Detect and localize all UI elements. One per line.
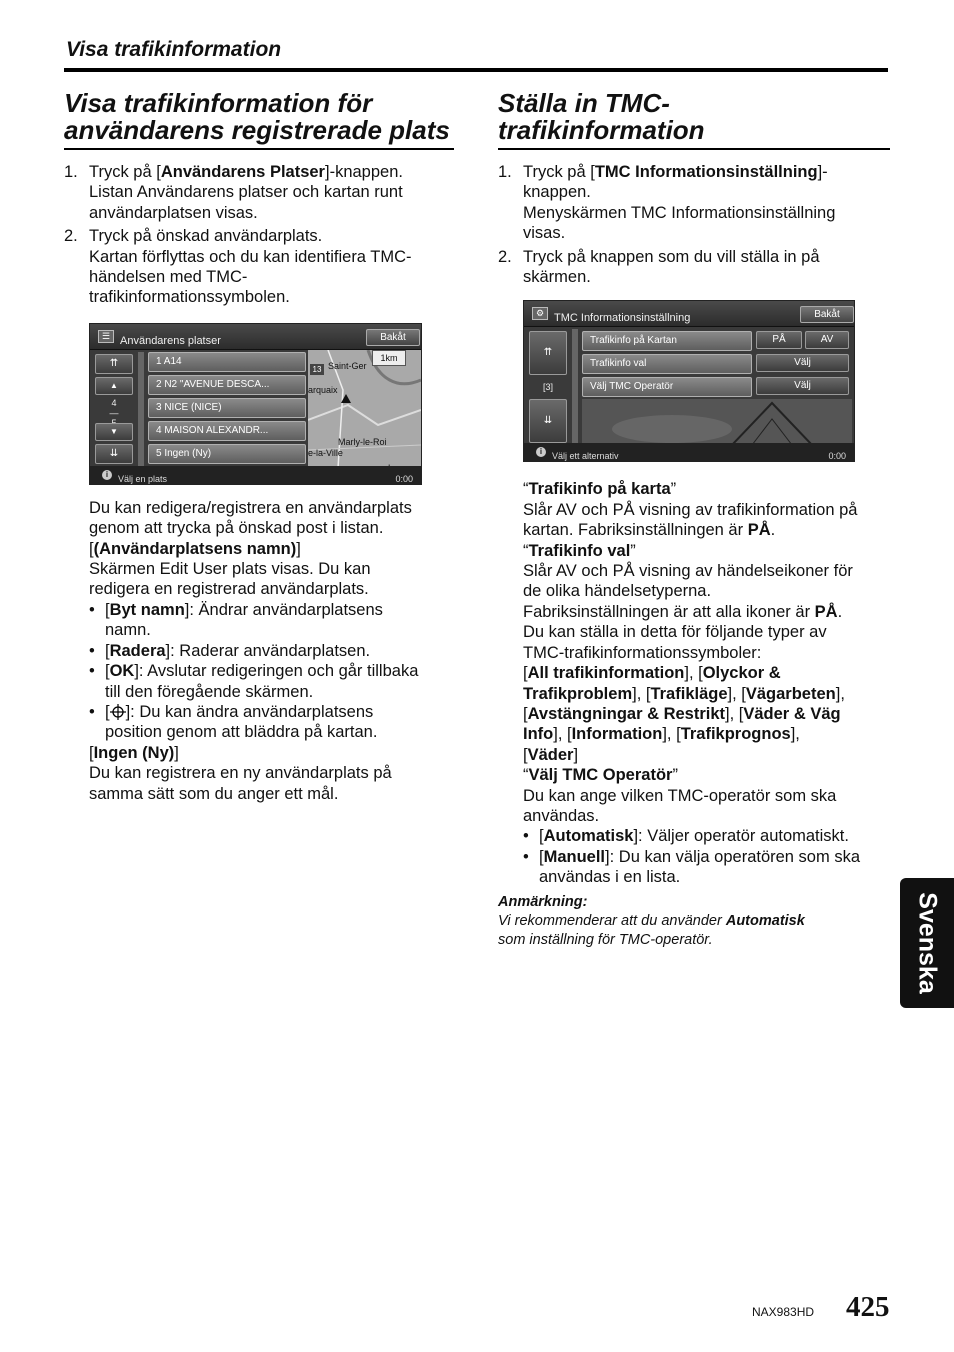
type-term: Olyckor & [702,664,781,683]
step-number: 1. [498,163,512,181]
step-bold: Användarens Platser [160,163,325,181]
section-heading-left: Visa trafikinformation för användarens registrerade plats [64,90,454,150]
off-button[interactable]: AV [805,331,849,349]
type-term: Avstängningar & Restrikt [527,704,726,723]
bullet-text: ]: Ändrar användarplatsens [184,600,383,619]
scrollbar[interactable] [138,352,144,468]
left-step-2 [64,226,454,308]
body-text: . [837,602,843,621]
type-term: Trafikprognos [680,725,791,744]
language-label: Svenska [913,892,942,994]
scroll-down-icon[interactable]: ▼ [95,423,133,441]
body-text: Fabriksinställningen är att alla ikoner är [523,602,815,621]
back-button[interactable]: Bakåt [800,306,854,323]
body-text: användas. [523,806,600,825]
right-steps [498,162,890,287]
left-column [64,90,454,804]
step-number: 2. [64,227,78,246]
type-term: Väder & Väg [743,704,841,723]
scrollbar[interactable] [572,329,578,445]
body-text: Du kan ange vilken TMC-operatör som ska [523,786,837,805]
edit-description [64,498,454,804]
body-text: Slår AV och PÅ visning av händelseikoner för [523,562,853,581]
map-view[interactable] [308,350,421,468]
option-title: Välj TMC Operatör [528,766,673,785]
step-text: skärmen. [523,268,591,287]
bullet-term: Byt namn [109,600,185,619]
body-text: . [770,521,776,540]
list-item[interactable]: 3 NICE (NICE) [148,398,306,418]
quote: “ [523,480,529,499]
user-places-screenshot [89,323,422,485]
page-up-icon[interactable]: ⇈ [529,331,567,375]
page-up-icon[interactable]: ⇈ [95,354,133,374]
map-scale: 1km [372,350,406,366]
bullet-text: ]: Du kan välja operatören som ska [605,847,860,866]
map-place: arquaix [308,384,338,395]
bullet-item: • [Automatisk]: Väljer operatör automatiskt. [523,827,849,846]
quote: ” [630,541,636,560]
quote: “ [523,766,529,785]
step-text: Listan Användarens platser och kartan runt [89,183,403,202]
tmc-settings-screenshot [523,300,855,462]
item-title: (Användarplatsens namn) [93,539,297,558]
option-title: Trafikinfo val [528,541,631,560]
map-place: Marly-le-Roi [338,436,387,447]
type-term: Väder [527,745,574,764]
type-term: Info [523,725,554,744]
body-text: redigera en registrerad användarplats. [89,580,369,599]
body-text: genom att trycka på önskad post i listan. [89,519,384,538]
header-rule [64,68,888,72]
quote: ” [670,480,677,499]
select-button[interactable]: Välj [756,354,849,372]
bullet-term: Manuell [543,847,606,866]
note-bold: Automatisk [725,912,805,929]
list-item[interactable]: 1 A14 [148,352,306,372]
location-marker-icon [341,394,351,403]
page-indicator: 4 — [95,398,133,428]
road-marker: 13 [310,364,324,375]
body-text: de olika händelsetyperna. [523,582,712,601]
bullet-term: Automatisk [543,827,634,846]
crosshair-icon [110,704,126,720]
step-text: knappen. [523,183,591,202]
quote: ” [672,766,678,785]
body-text: samma sätt som du anger ett mål. [89,784,339,803]
screen-time: 0:00 [828,451,846,462]
bullet-term: OK [109,662,135,681]
screen-title: TMC Informationsinställning [554,312,691,325]
option-title: Trafikinfo på karta [528,480,671,499]
type-term: All trafikinformation [527,664,685,683]
info-icon: i [536,447,546,457]
body-text: TMC-trafikinformationssymboler: [523,643,762,662]
right-step-1 [498,162,890,244]
back-button[interactable]: Bakåt [366,329,420,346]
setting-tmc-operator[interactable]: Välj TMC Operatör [582,377,752,397]
screen-status-bar [524,443,854,461]
list-item[interactable]: 4 MAISON ALEXANDR... [148,421,306,441]
step-text: Tryck på önskad användarplats. [89,227,323,246]
bracket: [ [89,539,94,558]
step-text: Tryck på [ [89,163,161,181]
background-graphic [582,399,852,445]
body-text: Du kan registrera en ny användarplats på [89,764,392,783]
bullet-item: • [ ]: Du kan ändra användarplatsens position genom att bläddra på kartan. [89,702,454,743]
running-head: Visa trafikinformation [66,38,282,61]
bullet-text: position genom att bläddra på kartan. [105,723,378,742]
quote: “ [523,541,529,560]
screen-title: Användarens platser [120,334,221,347]
list-item[interactable]: 5 Ingen (Ny) [148,444,306,464]
note-text: som inställning för TMC-operatör. [498,931,713,948]
scroll-up-icon[interactable]: ▲ [95,377,133,395]
option-descriptions: “Trafikinfo på karta” Slår AV och PÅ visning av trafikinformation på kartan. Fabriksinställningen är PÅ. “Trafikinfo val” Slår AV och PÅ visning av händelseikoner för de olika händelsetyperna. Fabriksinställningen är att alla ikoner är PÅ. Du kan ställa in detta för följande typer av TMC-trafikinformationssymboler: [All trafikinformation], [Olyckor & Trafikproblem], [Trafikläge], [Vägarbeten], [Avstängningar & Restrikt], [Väder & Väg Info], [Information], [Trafikprognos], [Väder] “Välj TMC Operatör” Du kan ange vilken TMC-operatör som ska användas. • [Automatisk]: Väljer operatör automatiskt. • [Manuell]: Du kan välja operatören som ska användas i en lista. [498,479,890,887]
step-number: 1. [64,163,78,181]
item-title: Ingen (Ny) [93,743,175,762]
body-text: Du kan ställa in detta för följande typer av [523,623,827,642]
page-number: 425 [846,1291,890,1323]
body-text: Skärmen Edit User plats visas. Du kan [89,560,371,579]
body-bold: PÅ [747,521,771,540]
body-text: kartan. Fabriksinställningen är [523,521,748,540]
bullet-item: • [Manuell]: Du kan välja operatören som ska användas i en lista. [523,847,890,888]
setting-traffic-on-map[interactable]: Trafikinfo på Kartan [582,331,752,351]
list-icon: ☰ [98,330,114,343]
settings-icon: ⚙ [532,307,548,320]
type-term: Trafikläge [650,684,728,703]
select-button[interactable]: Välj [756,377,849,395]
step-text: Tryck på knappen som du vill ställa in på [523,247,820,266]
step-text: visas. [523,224,566,243]
map-place: e-la-Ville [308,447,343,458]
bullet-text: ]: Du kan ändra användarplatsens [125,702,374,721]
bullet-text: ]: Raderar användarplatsen. [165,641,371,660]
page-indicator: [3] [542,382,553,393]
page-current: 4 [111,397,117,408]
bullet-text: namn. [105,621,151,640]
bullet-term: Radera [109,641,166,660]
bracket: ] [296,539,301,558]
list-item[interactable]: 2 N2 "AVENUE DESCA... [148,375,306,395]
type-term: Information [571,725,663,744]
right-column [498,90,890,950]
left-step-1 [64,162,454,223]
screen-time: 0:00 [395,473,413,484]
page-down-icon[interactable]: ⇊ [529,399,567,443]
step-text: användarplatsen visas. [89,203,258,222]
page-down-icon[interactable]: ⇊ [95,444,133,464]
type-term: Trafikproblem [523,684,633,703]
model-number: NAX983HD [752,1305,815,1319]
map-place: Saint-Ger [328,360,367,371]
body-bold: PÅ [814,602,838,621]
step-text: trafikinformationssymbolen. [89,288,290,307]
step-text: ]-knappen. [324,163,403,181]
screen-title-bar [90,324,421,350]
bullet-text: ]: Väljer operatör automatiskt. [633,827,849,846]
note-text: Vi rekommenderar att du använder [498,912,726,929]
type-term: Vägarbeten [745,684,836,703]
bracket: [ [89,743,94,762]
step-text: ]- [817,163,828,181]
step-text: Tryck på [ [523,163,595,181]
body-text: Du kan redigera/registrera en användarplats [89,498,412,517]
step-text: Menyskärmen TMC Informationsinställning [523,203,836,222]
note-block [498,892,890,950]
body-text: Slår AV och PÅ visning av trafikinformation på [523,500,858,519]
on-button[interactable]: PÅ [756,331,802,349]
language-tab [900,878,954,1008]
setting-traffic-selection[interactable]: Trafikinfo val [582,354,752,374]
bullet-item: • [Byt namn]: Ändrar användarplatsens namn. [89,600,454,641]
screen-hint: Välj ett alternativ [552,451,619,462]
bullet-text: ]: Avslutar redigeringen och går tillbaka [134,662,419,681]
step-text: Kartan förflyttas och du kan identifiera TMC- [89,247,412,266]
bullet-item: • [OK]: Avslutar redigeringen och går tillbaka till den föregående skärmen. [89,661,454,702]
info-icon: i [102,470,112,480]
note-title: Anmärkning: [498,893,588,910]
bullet-text: till den föregående skärmen. [105,682,314,701]
section-heading-right: Ställa in TMC- trafikinformation [498,90,890,150]
screen-status-bar [90,466,421,484]
screen-hint: Välj en plats [118,473,168,484]
step-text: händelsen med TMC- [89,268,248,287]
bracket: ] [174,743,179,762]
step-bold: TMC Informationsinställning [594,163,818,181]
screen-title-bar [524,301,854,327]
step-number: 2. [498,247,512,266]
bullet-text: användas i en lista. [539,868,681,887]
bullet-item: • [Radera]: Raderar användarplatsen. [89,641,371,660]
right-step-2 [498,247,890,288]
left-steps [64,162,454,308]
